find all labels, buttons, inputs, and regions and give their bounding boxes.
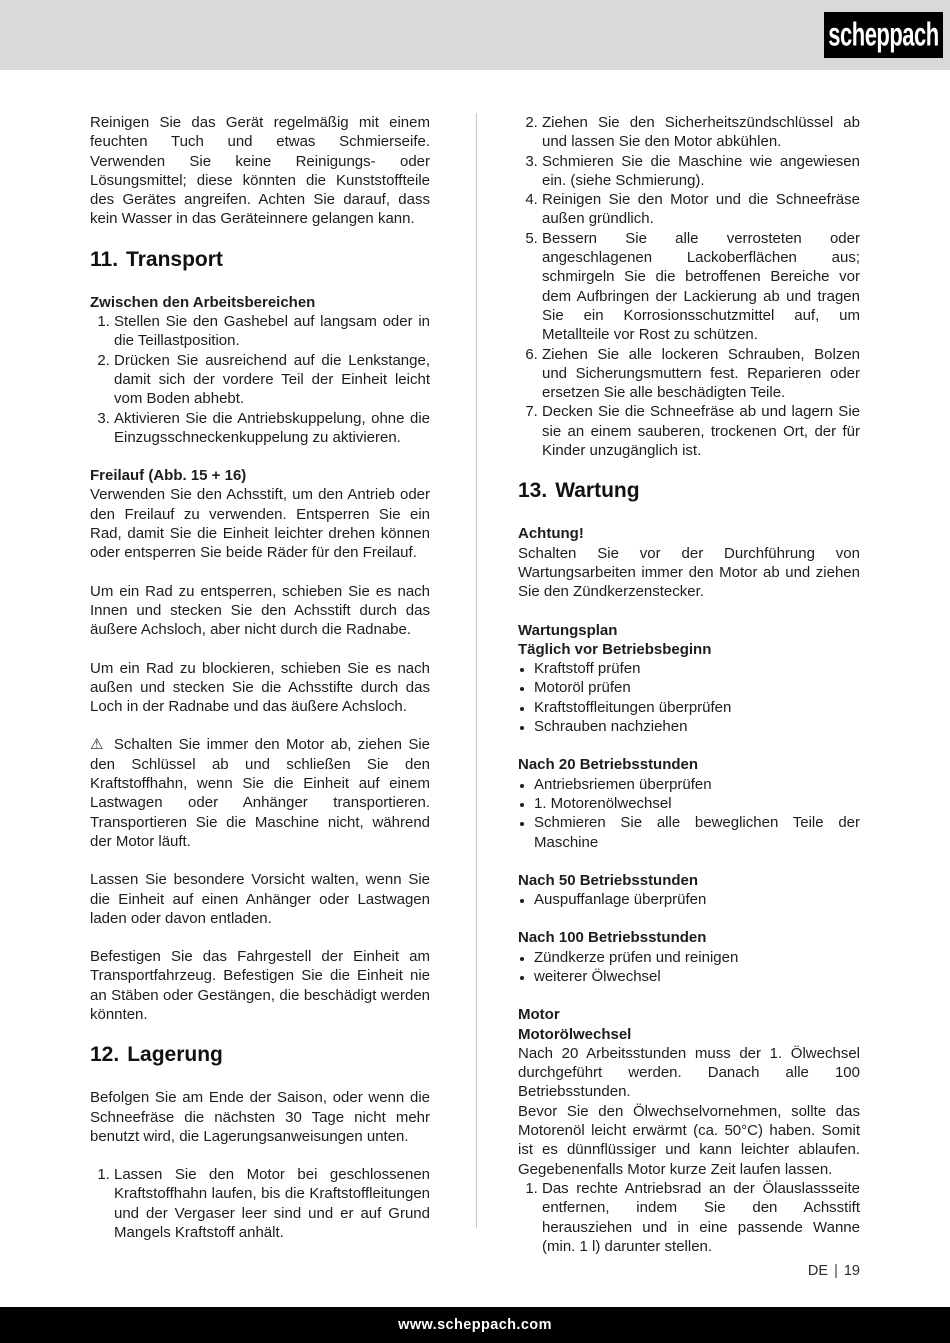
list-item: • Zündkerze prüfen und reinigen <box>534 948 860 967</box>
subheading: Nach 50 Betriebsstunden <box>518 871 699 889</box>
numbered-list <box>518 113 860 460</box>
section-title: Wartung <box>555 479 640 503</box>
subheading: Zwischen den Arbeitsbereichen <box>90 293 316 311</box>
numbered-list <box>90 1165 430 1242</box>
list-item: 5. Bessern Sie alle verrosteten oder angeschlagenen Lackoberflächen aus; schmirgeln Sie die betroffenen Bereiche vor dem Aufbringen der Lackierung ab und tragen Sie ein Korrosionsschutzmittel auf, um Metallteile vor Rost zu schützen. <box>542 229 860 345</box>
right-column <box>518 113 860 1275</box>
section-number: 11. <box>90 247 119 271</box>
list-item: 3. Aktivieren Sie die Antriebskuppelung, ohne die Einzugsschneckenkuppelung zu aktivieren. <box>114 409 430 448</box>
page-number-separator: | <box>834 1263 838 1279</box>
page-header <box>0 0 950 70</box>
section-title: Lagerung <box>127 1043 223 1067</box>
paragraph: Bevor Sie den Ölwechselvornehmen, sollte das Motorenöl leicht erwärmt (ca. 50°C) haben. Somit ist es dünnflüssiger und kann leichter ablaufen. Gegebenenfalls Motor kurze Zeit laufen lassen. <box>518 1102 860 1178</box>
paragraph: Schalten Sie vor der Durchführung von Wartungsarbeiten immer den Motor ab und ziehen Sie den Zündkerzenstecker. <box>518 544 860 601</box>
page-content <box>0 70 950 1275</box>
paragraph: Um ein Rad zu entsperren, schieben Sie es nach Innen und stecken Sie den Achsstift durch das äußere Achsloch, aber nicht durch die Radnabe. <box>90 582 430 639</box>
list-item: • Kraftstoff prüfen <box>534 659 860 678</box>
website-url: www.scheppach.com <box>398 1317 552 1333</box>
column-divider <box>476 113 477 1228</box>
numbered-list <box>90 312 430 447</box>
subheading: Täglich vor Betriebsbeginn <box>518 640 712 658</box>
section-number: 12. <box>90 1043 120 1067</box>
subheading: Freilauf (Abb. 15 + 16) <box>90 467 247 485</box>
bullet-list <box>518 890 860 909</box>
section-title: Transport <box>126 247 223 271</box>
section-heading <box>90 248 430 272</box>
subheading: Motor <box>518 1006 560 1024</box>
list-item: • Schrauben nachziehen <box>534 717 860 736</box>
list-item: 1. Lassen Sie den Motor bei geschlossenen Kraftstoffhahn laufen, bis die Kraftstoffleitungen und der Vergaser leer sind und er auf Grund Mangels Kraftstoff anhält. <box>114 1165 430 1242</box>
paragraph: Lassen Sie besondere Vorsicht walten, wenn Sie die Einheit auf einen Anhänger oder Lastwagen laden oder davon entladen. <box>90 871 430 927</box>
page-number-value: 19 <box>843 1263 860 1279</box>
subheading: Nach 20 Betriebsstunden <box>518 756 699 774</box>
paragraph: Nach 20 Arbeitsstunden muss der 1. Ölwechsel durchgeführt werden. Danach alle 100 Betriebsstunden. <box>518 1044 860 1101</box>
list-item: 1. Stellen Sie den Gashebel auf langsam oder in die Teillastposition. <box>114 312 430 351</box>
scheppach-logo <box>824 12 943 58</box>
subheading: Achtung! <box>518 525 584 543</box>
list-item: • Motoröl prüfen <box>534 678 860 697</box>
list-item: • weiterer Ölwechsel <box>534 967 860 986</box>
list-item: • Schmieren Sie alle beweglichen Teile der Maschine <box>534 813 860 852</box>
bullet-list <box>518 948 860 987</box>
list-item: • Auspuffanlage überprüfen <box>534 890 860 909</box>
list-item: • 1. Motorenölwechsel <box>534 794 860 813</box>
list-item: 3. Schmieren Sie die Maschine wie angewiesen ein. (siehe Schmierung). <box>542 152 860 191</box>
paragraph: Verwenden Sie den Achsstift, um den Antrieb oder den Freilauf zu verwenden. Entsperren Sie ein Rad, damit Sie die Einheit leichter drehen können oder entsperren Sie beide Räder für den Freilauf. <box>90 486 430 562</box>
section-heading <box>90 1043 430 1067</box>
paragraph: Reinigen Sie das Gerät regelmäßig mit einem feuchten Tuch und etwas Schmierseife. Verwenden Sie keine Reinigungs- oder Lösungsmittel; diese könnten die Kunststoffteile des Gerätes angreifen. Achten Sie darauf, dass kein Wasser in das Geräteinnere gelangen kann. <box>90 114 430 228</box>
paragraph: ⚠ Schalten Sie immer den Motor ab, ziehen Sie den Schlüssel ab und schließen Sie den Kraftstoffhahn, wenn Sie die Einheit auf einem Lastwagen oder Anhänger transportieren. Transportieren Sie die Maschine nicht, während der Motor läuft. <box>90 736 431 850</box>
bullet-list <box>518 659 860 736</box>
list-item: 6. Ziehen Sie alle lockeren Schrauben, Bolzen und Sicherungsmuttern fest. Reparieren oder ersetzen Sie alle beschädigten Teile. <box>542 345 860 403</box>
list-item: • Kraftstoffleitungen überprüfen <box>534 698 860 717</box>
subheading: Wartungsplan <box>518 621 618 639</box>
page-language-label: DE <box>807 1263 829 1279</box>
list-item: • Antriebsriemen überprüfen <box>534 775 860 794</box>
subheading: Motorölwechsel <box>518 1025 632 1043</box>
bullet-list <box>518 775 860 852</box>
list-item: 1. Das rechte Antriebsrad an der Ölauslassseite entfernen, indem Sie den Achsstift herausziehen und in eine passende Wanne (min. 1 l) darunter stellen. <box>542 1179 860 1256</box>
list-item: 2. Ziehen Sie den Sicherheitszündschlüssel ab und lassen Sie den Motor abkühlen. <box>542 113 860 152</box>
list-item: 4. Reinigen Sie den Motor und die Schneefräse außen gründlich. <box>542 190 860 229</box>
section-heading <box>518 479 860 503</box>
left-column <box>90 113 430 1275</box>
paragraph: Befolgen Sie am Ende der Saison, oder wenn die Schneefräse die nächsten 30 Tage nicht mehr benutzt wird, die Lagerungsanweisungen unten. <box>90 1089 430 1145</box>
paragraph: Befestigen Sie das Fahrgestell der Einheit am Transportfahrzeug. Befestigen Sie die Einheit nie an Stäben oder Gestängen, die beschädigt werden könnten. <box>90 948 430 1023</box>
list-item: 7. Decken Sie die Schneefräse ab und lagern Sie sie an einem sauberen, trockenen Ort, der für Kinder unzugänglich ist. <box>542 402 860 460</box>
numbered-list <box>518 1179 860 1256</box>
section-number: 13. <box>518 479 548 503</box>
list-item: 2. Drücken Sie ausreichend auf die Lenkstange, damit sich der vordere Teil der Einheit leicht vom Boden abhebt. <box>114 351 430 409</box>
subheading: Nach 100 Betriebsstunden <box>518 929 707 947</box>
footer-bar <box>0 1307 950 1343</box>
page-number <box>808 1263 860 1279</box>
paragraph: Um ein Rad zu blockieren, schieben Sie es nach außen und stecken Sie die Achsstifte durch das Loch in der Radnabe und das äußere Achsloch. <box>90 659 430 716</box>
warning-triangle-icon: ⚠ <box>90 736 106 754</box>
scheppach-logo-text: scheppach <box>828 15 939 53</box>
